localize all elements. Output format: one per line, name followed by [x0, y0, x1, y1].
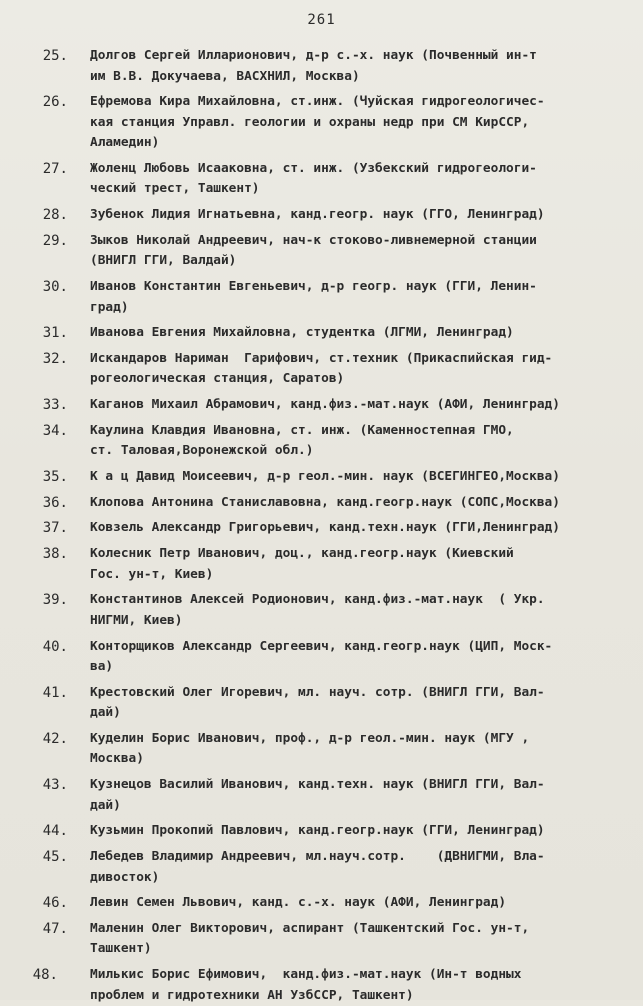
entry-number: 33. — [42, 397, 68, 414]
list-item — [0, 231, 643, 272]
list-item — [0, 395, 643, 416]
entry-line: проблем и гидротехники АН УзбССР, Ташкент) — [90, 987, 414, 1003]
entry-line: Левин Семен Львович, канд. с.-х. наук (АФИ, Ленинград) — [90, 895, 507, 911]
entry-line: Долгов Сергей Илларионович, д-р с.-х. наук (Почвенный ин-т — [90, 48, 537, 63]
entry-number: 46. — [42, 895, 68, 912]
list-item — [0, 518, 643, 539]
entry-line: Маленин Олег Викторович, аспирант (Ташкентский Гос. ун-т, — [90, 920, 530, 936]
page-number: 261 — [307, 12, 336, 28]
entry-text — [90, 518, 610, 539]
entry-text — [90, 205, 610, 226]
list-item — [0, 729, 643, 770]
entry-number: 35. — [42, 469, 68, 485]
entry-line: Москва) — [90, 751, 144, 767]
entry-text — [90, 775, 610, 816]
entry-number: 44. — [42, 823, 68, 840]
entry-line: Ефремова Кира Михайловна, ст.инж. (Чуйская гидрогеологичес- — [90, 94, 545, 110]
entry-number: 29. — [42, 232, 68, 249]
list-item — [0, 493, 643, 514]
entry-line: Кузьмин Прокопий Павлович, канд.геогр.наук (ГГИ, Ленинград) — [90, 823, 545, 839]
list-item — [0, 590, 643, 631]
entry-line: Зыков Николай Андреевич, нач-к стоково-ливнемерной станции — [90, 232, 537, 248]
list-item — [0, 349, 643, 390]
list-item — [0, 544, 643, 585]
entry-line: Константинов Алексей Родионович, канд.физ.-мат.наук ( Укр. — [90, 592, 545, 608]
entry-line: Иванова Евгения Михайловна, студентка (ЛГМИ, Ленинград) — [90, 325, 514, 341]
list-item — [0, 683, 643, 724]
entry-line: Искандаров Нариман Гарифович, ст.техник (Прикаспийская гид- — [90, 350, 553, 366]
entry-line: Зубенок Лидия Игнатьевна, канд.геогр. наук (ГГО, Ленинград) — [90, 207, 545, 223]
list-item — [0, 467, 643, 488]
list-item — [0, 421, 643, 462]
entry-number: 27. — [42, 160, 68, 177]
entry-text — [90, 590, 610, 631]
entry-number: 31. — [42, 325, 68, 342]
list-item — [0, 847, 643, 888]
entry-line: ва) — [90, 659, 114, 674]
entry-number: 32. — [42, 350, 68, 367]
entry-number: 30. — [42, 279, 68, 295]
entry-line: Лебедев Владимир Андреевич, мл.науч.сотр. (ДВНИГМИ, Вла- — [90, 849, 545, 864]
entry-line: Гос. ун-т, Киев) — [90, 566, 214, 582]
entry-line: К а ц Давид Моисеевич, д-р геол.-мин. наук (ВСЕГИНГЕО,Москва) — [90, 469, 560, 484]
entry-number: 25. — [42, 48, 68, 64]
entry-number: 48. — [32, 967, 58, 984]
entry-text — [90, 277, 610, 318]
entry-number: 42. — [42, 730, 68, 747]
entry-number: 38. — [42, 546, 68, 563]
entry-line: Иванов Константин Евгеньевич, д-р геогр. наук (ГГИ, Ленин- — [90, 279, 537, 294]
entry-line: ческий трест, Ташкент) — [90, 181, 260, 197]
entry-number: 34. — [42, 422, 68, 439]
entry-line: град) — [90, 299, 129, 315]
entry-line: Милькис Борис Ефимович, канд.физ.-мат.наук (Ин-т водных — [90, 967, 522, 983]
entry-text — [90, 544, 610, 585]
list-item — [0, 821, 643, 842]
entry-number: 39. — [42, 592, 68, 609]
entry-number: 28. — [42, 207, 68, 224]
entry-text — [90, 395, 610, 416]
entry-line: Аламедин) — [90, 135, 160, 151]
entry-text — [90, 231, 610, 272]
list-item — [0, 775, 643, 816]
entry-line: Клопова Антонина Станиславовна, канд.геогр.наук (СОПС,Москва) — [90, 494, 560, 510]
entry-line: Конторщиков Александр Сергеевич, канд.геогр.наук (ЦИП, Моск- — [90, 638, 553, 654]
entry-number: 43. — [42, 777, 68, 794]
entry-text — [90, 919, 610, 960]
entry-text — [90, 323, 610, 344]
list-item — [0, 919, 643, 960]
entry-line: Крестовский Олег Игоревич, мл. науч. сотр. (ВНИГЛ ГГИ, Вал- — [90, 684, 545, 700]
entry-line: ст. Таловая,Воронежской обл.) — [90, 443, 314, 459]
list-item — [0, 92, 643, 154]
entry-line: Ташкент) — [90, 941, 152, 957]
entry-text — [90, 729, 610, 770]
entry-text — [90, 683, 610, 724]
entry-line: дивосток) — [90, 869, 160, 885]
entry-line: Жоленц Любовь Исааковна, ст. инж. (Узбекский гидрогеологи- — [90, 160, 537, 176]
entry-number: 26. — [42, 94, 68, 111]
list-item — [0, 205, 643, 226]
entry-text — [90, 493, 610, 514]
entry-line: Каулина Клавдия Ивановна, ст. инж. (Каменностепная ГМО, — [90, 422, 514, 438]
entry-text — [90, 159, 610, 200]
entry-line: Каганов Михаил Абрамович, канд.физ.-мат.наук (АФИ, Ленинград) — [90, 397, 560, 413]
list-item — [0, 323, 643, 344]
list-item — [0, 277, 643, 318]
entry-line: Кузнецов Василий Иванович, канд.техн. наук (ВНИГЛ ГГИ, Вал- — [90, 777, 545, 793]
entry-line: рогеологическая станция, Саратов) — [90, 371, 345, 387]
entry-text — [90, 349, 610, 390]
entry-text — [90, 421, 610, 462]
entry-line: им В.В. Докучаева, ВАСХНИЛ, Москва) — [90, 68, 360, 84]
entry-text — [90, 92, 610, 154]
list-item — [0, 893, 643, 914]
entry-text — [90, 637, 610, 678]
list-item — [0, 637, 643, 678]
list-item — [0, 46, 643, 87]
entry-line: Куделин Борис Иванович, проф., д-р геол.-мин. наук (МГУ , — [90, 730, 530, 746]
entry-number: 36. — [42, 494, 68, 511]
entry-line: (ВНИГЛ ГГИ, Валдай) — [90, 253, 237, 269]
entry-number: 41. — [42, 684, 68, 701]
entry-line: Ковзель Александр Григорьевич, канд.техн.наук (ГГИ,Ленинград) — [90, 520, 560, 536]
entry-number: 45. — [42, 849, 68, 865]
entry-text — [90, 893, 610, 914]
entry-line: дай) — [90, 705, 121, 721]
list-item — [0, 159, 643, 200]
entry-text — [90, 821, 610, 842]
entry-number: 37. — [42, 520, 68, 537]
entry-text — [90, 467, 610, 488]
entry-line: НИГМИ, Киев) — [90, 612, 183, 628]
entry-number: 40. — [42, 638, 68, 655]
entry-number: 47. — [42, 920, 68, 937]
entry-line: дай) — [90, 797, 121, 813]
entry-line: кая станция Управл. геологии и охраны недр при СМ КирССР, — [90, 114, 530, 130]
entry-line: Колесник Петр Иванович, доц., канд.геогр.наук (Киевский — [90, 546, 514, 562]
entry-text — [90, 847, 610, 888]
entry-text — [90, 46, 610, 87]
